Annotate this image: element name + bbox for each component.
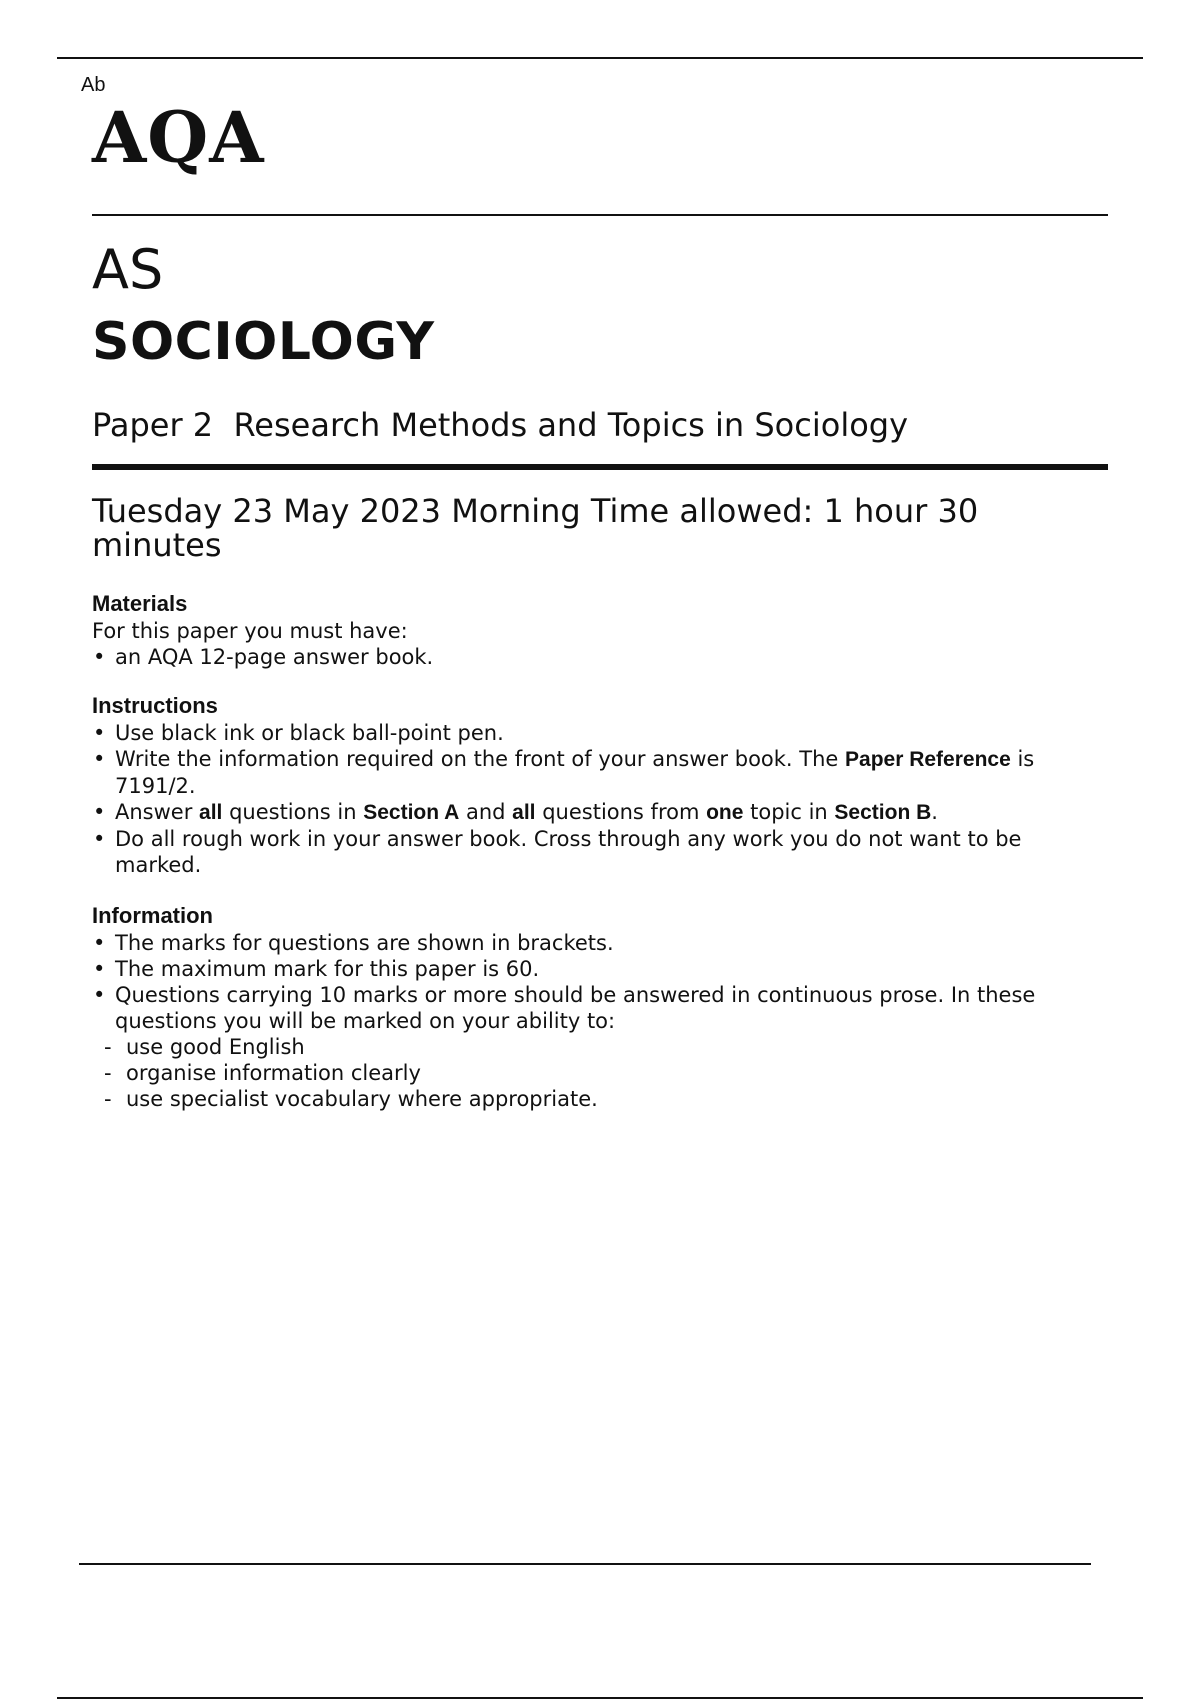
paper-reference-label: Paper Reference bbox=[845, 748, 1011, 771]
list-item: • Do all rough work in your answer book. Cross through any work you do not want to be marked. bbox=[92, 826, 1102, 878]
list-item: - use specialist vocabulary where appropriate. bbox=[92, 1086, 1102, 1112]
title-divider bbox=[92, 464, 1108, 470]
instructions-list bbox=[92, 720, 1102, 878]
logo-divider bbox=[92, 214, 1108, 216]
list-item: • Write the information required on the front of your answer book. The Paper Reference is 7191/2. bbox=[92, 746, 1102, 799]
subject-title: SOCIOLOGY bbox=[92, 312, 435, 372]
corner-mark: Ab bbox=[81, 74, 106, 96]
materials-section bbox=[92, 590, 1102, 670]
paper-name: Research Methods and Topics in Sociology bbox=[233, 406, 909, 444]
information-heading: Information bbox=[92, 903, 213, 928]
list-item: • The maximum mark for this paper is 60. bbox=[92, 956, 1102, 982]
list-item: • an AQA 12-page answer book. bbox=[92, 644, 1102, 670]
ability-list bbox=[92, 1034, 1102, 1112]
list-item: - organise information clearly bbox=[92, 1060, 1102, 1086]
top-rule bbox=[57, 57, 1143, 59]
information-list bbox=[92, 930, 1102, 1112]
list-item: • Questions carrying 10 marks or more should be answered in continuous prose. In these questions you will be marked on your ability to: - use good English - organise information clearly - use specialist vocabulary where appropriate. bbox=[92, 982, 1102, 1112]
aqa-logo: AQA bbox=[92, 96, 265, 179]
rubric bbox=[92, 590, 1102, 1112]
exam-time-of-day: Morning bbox=[451, 492, 581, 530]
list-item: • Answer all questions in Section A and all questions from one topic in Section B. bbox=[92, 799, 1102, 826]
paper-title bbox=[92, 406, 908, 444]
qualification-level: AS bbox=[92, 238, 164, 301]
instructions-heading: Instructions bbox=[92, 693, 218, 718]
bottom-rule bbox=[57, 1697, 1143, 1699]
footer-rule bbox=[79, 1563, 1091, 1565]
information-section bbox=[92, 902, 1102, 1112]
paper-number: Paper 2 bbox=[92, 406, 214, 444]
materials-list bbox=[92, 644, 1102, 670]
materials-intro: For this paper you must have: bbox=[92, 619, 408, 643]
session-line bbox=[92, 494, 1092, 562]
exam-date: Tuesday 23 May 2023 bbox=[92, 492, 442, 530]
list-item: - use good English bbox=[92, 1034, 1102, 1060]
list-item: • Use black ink or black ball-point pen. bbox=[92, 720, 1102, 746]
instructions-section bbox=[92, 692, 1102, 878]
list-item: • The marks for questions are shown in brackets. bbox=[92, 930, 1102, 956]
time-allowed: Time allowed: 1 hour 30 minutes bbox=[92, 492, 979, 564]
materials-heading: Materials bbox=[92, 591, 188, 616]
